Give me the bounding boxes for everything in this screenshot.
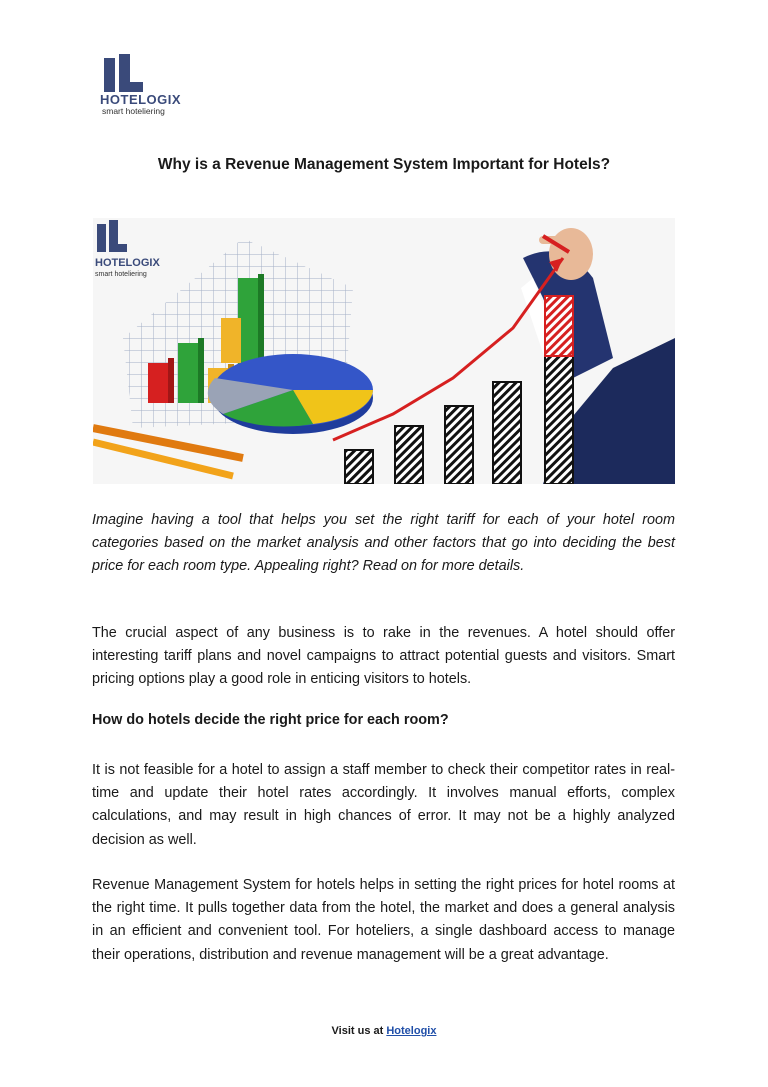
hero-logo-tagline: smart hoteliering <box>95 271 147 278</box>
hotelogix-link[interactable]: Hotelogix <box>386 1025 437 1037</box>
logo-mark-icon <box>102 54 162 94</box>
logo-tagline: smart hoteliering <box>102 106 165 116</box>
footer <box>0 1025 768 1037</box>
document-title: Why is a Revenue Management System Important for Hotels? <box>157 156 611 173</box>
body-paragraph-3: Revenue Management System for hotels helps in setting the right prices for hotel rooms at the right time. It pulls together data from the hotel, the market and does a general analysis in an efficient and convenient tool. For hoteliers, a single dashboard access to manage their operations, distribution and revenue management will be a great advantage. <box>92 877 675 963</box>
revenue-illustration <box>93 218 675 484</box>
footer-prefix: Visit us at <box>331 1025 384 1037</box>
logo-name: HOTELOGIX <box>100 92 182 107</box>
hero-image <box>93 218 675 484</box>
hero-logo-name: HOTELOGIX <box>95 257 160 269</box>
section-subheading: How do hotels decide the right price for each room? <box>92 712 449 728</box>
intro-paragraph: Imagine having a tool that helps you set the right tariff for each of your hotel room categories based on the market analysis and other factors that go into deciding the best price for each room type. Appealing right? Read on for more details. <box>92 512 675 575</box>
body-paragraph-1: The crucial aspect of any business is to rake in the revenues. A hotel should offer interesting tariff plans and novel campaigns to attract potential guests and visitors. Smart pricing options play a good role in enticing visitors to hotels. <box>92 625 675 688</box>
hotelogix-logo <box>100 54 190 116</box>
body-paragraph-2: It is not feasible for a hotel to assign a staff member to check their competitor rates in real-time and update their hotel rates accordingly. It involves manual efforts, complex calculations, and may result in high chances of error. It may not be a highly analyzed decision as well. <box>92 762 675 848</box>
